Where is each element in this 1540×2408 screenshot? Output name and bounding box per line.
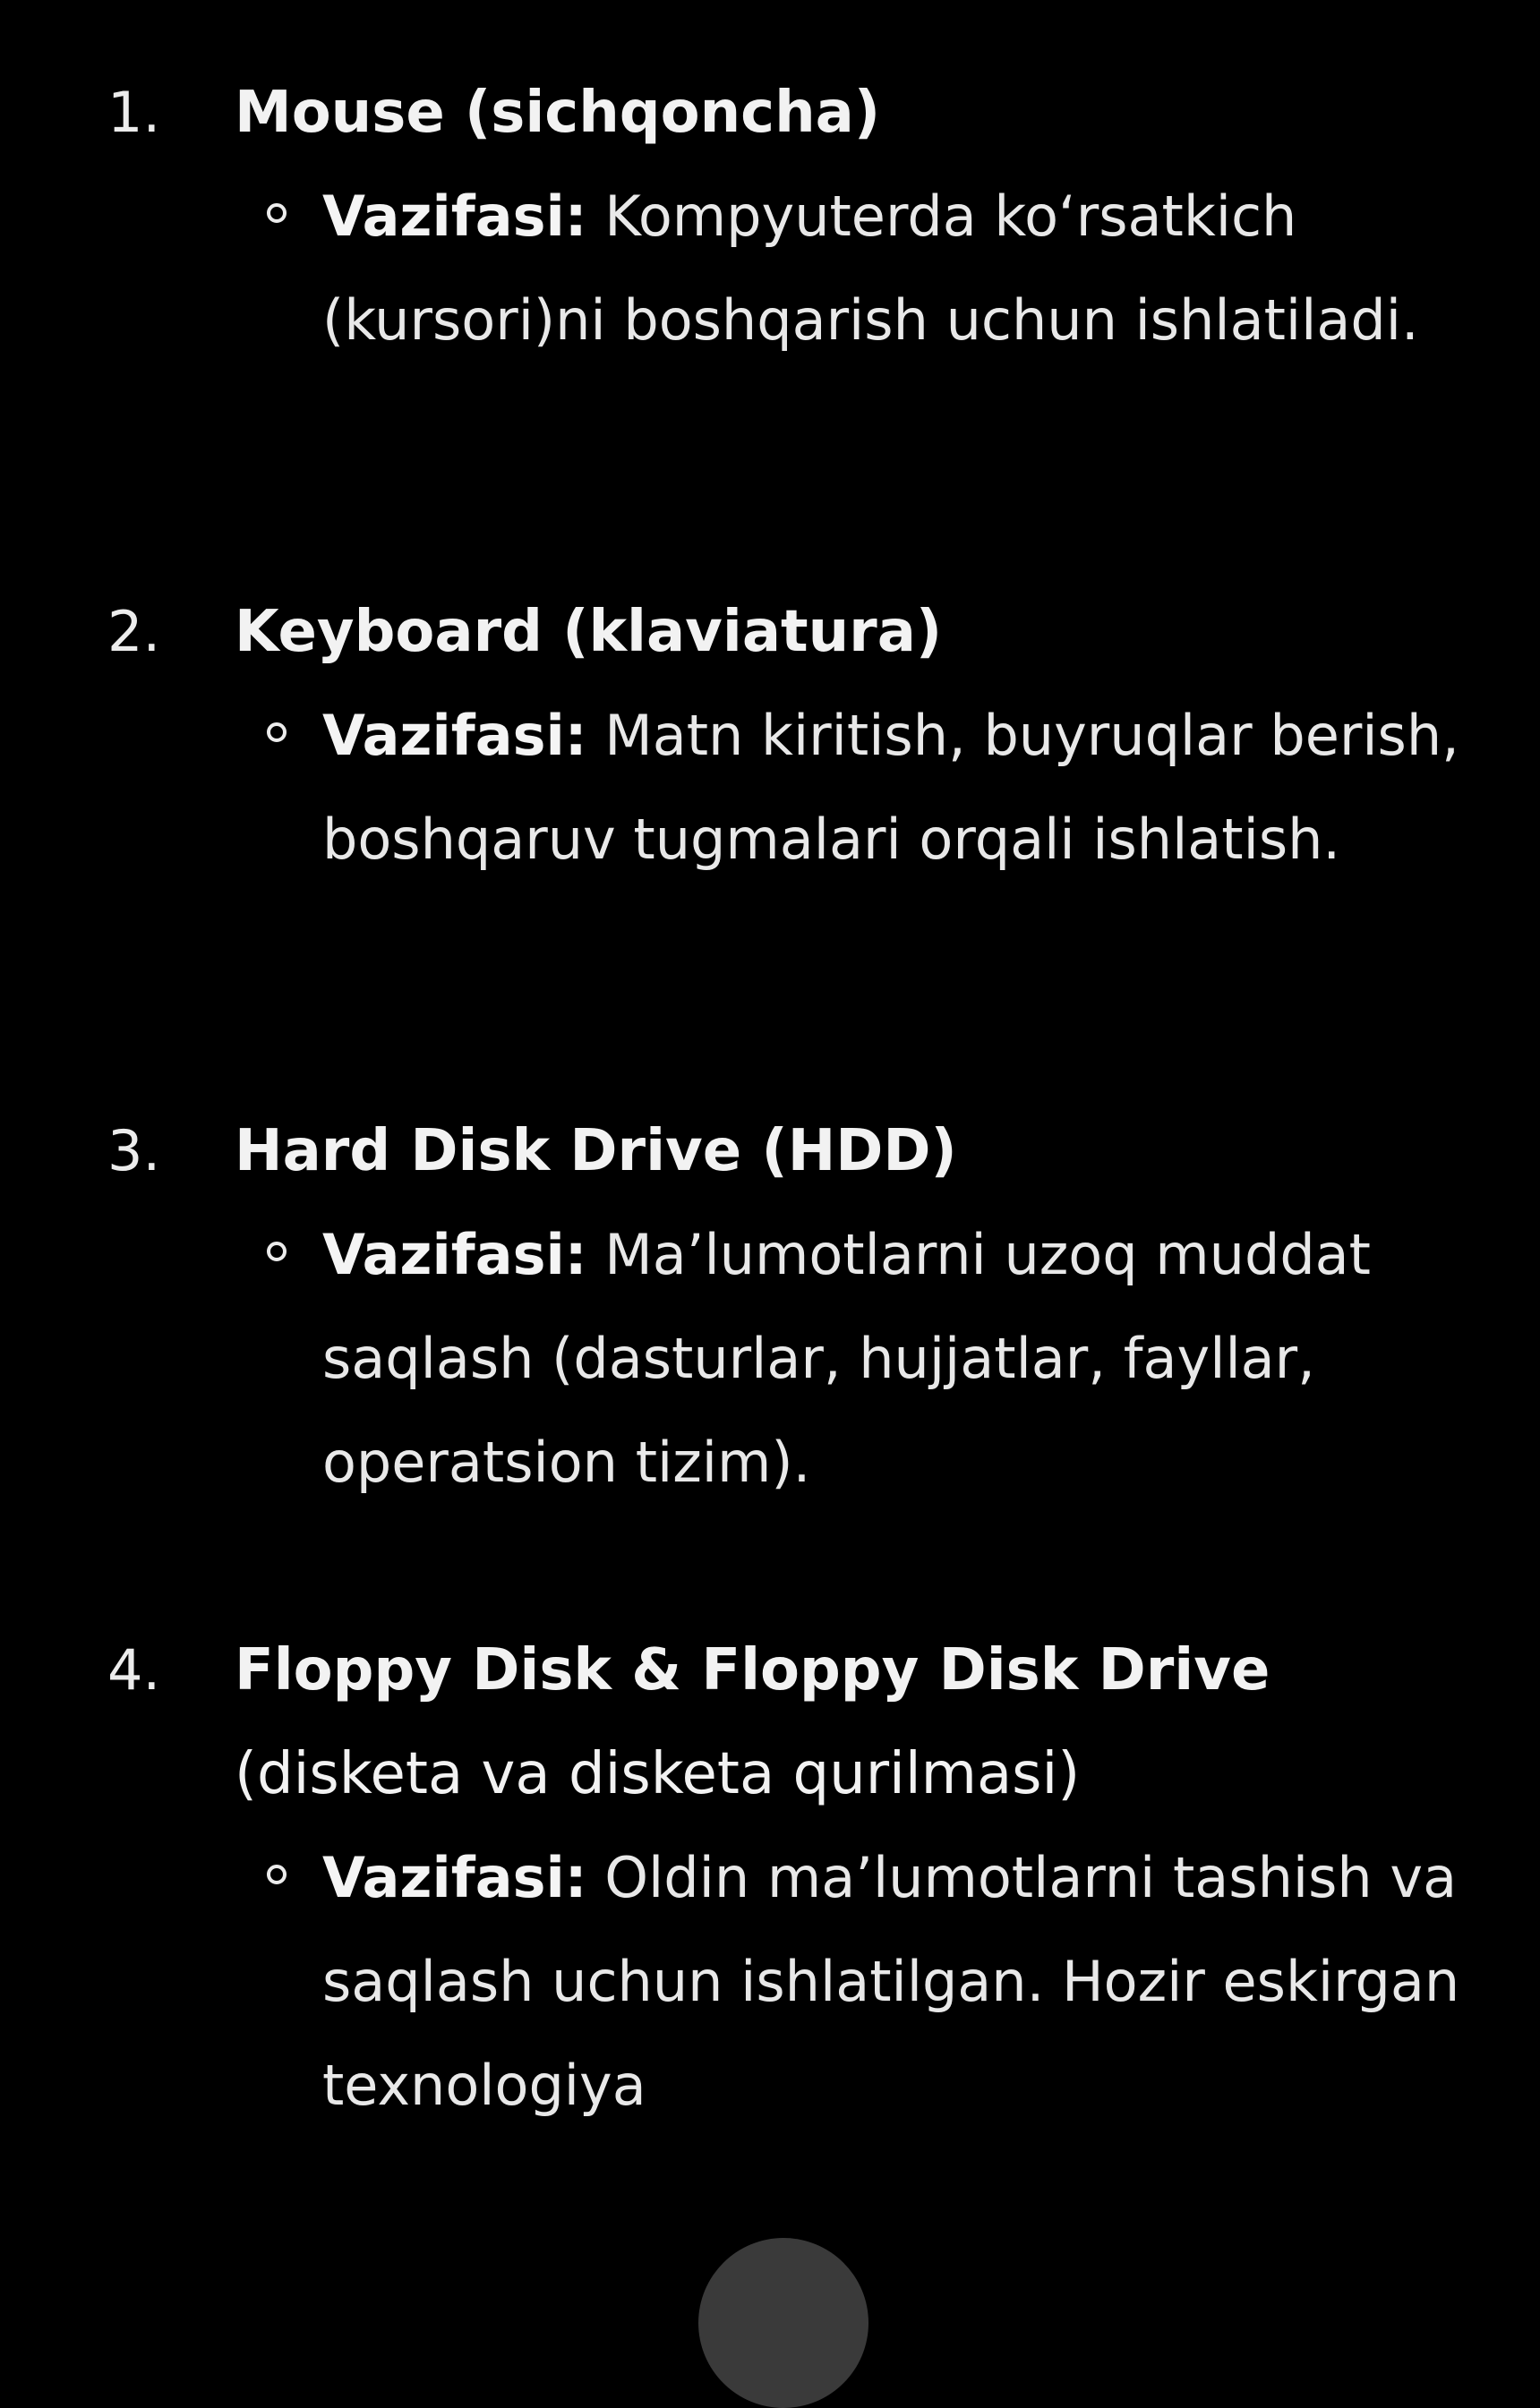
item-title [235, 1618, 1506, 1826]
sub-item-label: Vazifasi: [322, 1845, 587, 1910]
sub-item-text: Matn kiritish, buyruqlar berish, boshqaruv tugmalari orqali ishlatish. [322, 703, 1459, 872]
sub-item [322, 1826, 1513, 2138]
hollow-circle-bullet-icon [267, 203, 287, 223]
sub-item [322, 684, 1513, 892]
hollow-circle-bullet-icon [267, 722, 287, 742]
item-number: 1. [107, 80, 161, 145]
hollow-circle-bullet-icon [267, 1242, 287, 1261]
item-number: 2. [107, 599, 161, 664]
item-title-main: Floppy Disk & Floppy Disk Drive [235, 1637, 1270, 1704]
sub-item-label: Vazifasi: [322, 703, 587, 768]
item-number: 3. [107, 1118, 161, 1183]
item-title: Keyboard (klaviatura) [235, 599, 943, 665]
sub-item-text: Kompyuterda ko‘rsatkich (kursori)ni boshqarish uchun ishlatiladi. [322, 184, 1419, 353]
sub-item-text: Ma’lumotlarni uzoq muddat saqlash (dasturlar, hujjatlar, fayllar, operatsion tizim). [322, 1222, 1371, 1495]
item-title: Hard Disk Drive (HDD) [235, 1118, 957, 1184]
sub-item-label: Vazifasi: [322, 184, 587, 249]
sub-item-text: Oldin ma’lumotlarni tashish va saqlash uchun ishlatilgan. Hozir eskirgan texnologiya [322, 1845, 1460, 2118]
item-title: Mouse (sichqoncha) [235, 80, 881, 146]
item-number: 4. [107, 1637, 161, 1703]
item-title-extra: (disketa va disketa qurilmasi) [235, 1741, 1081, 1807]
sub-item [322, 1203, 1513, 1515]
sub-item [322, 165, 1513, 372]
sub-item-label: Vazifasi: [322, 1222, 587, 1287]
hollow-circle-bullet-icon [267, 1865, 287, 1884]
scroll-down-button[interactable] [698, 2238, 868, 2408]
